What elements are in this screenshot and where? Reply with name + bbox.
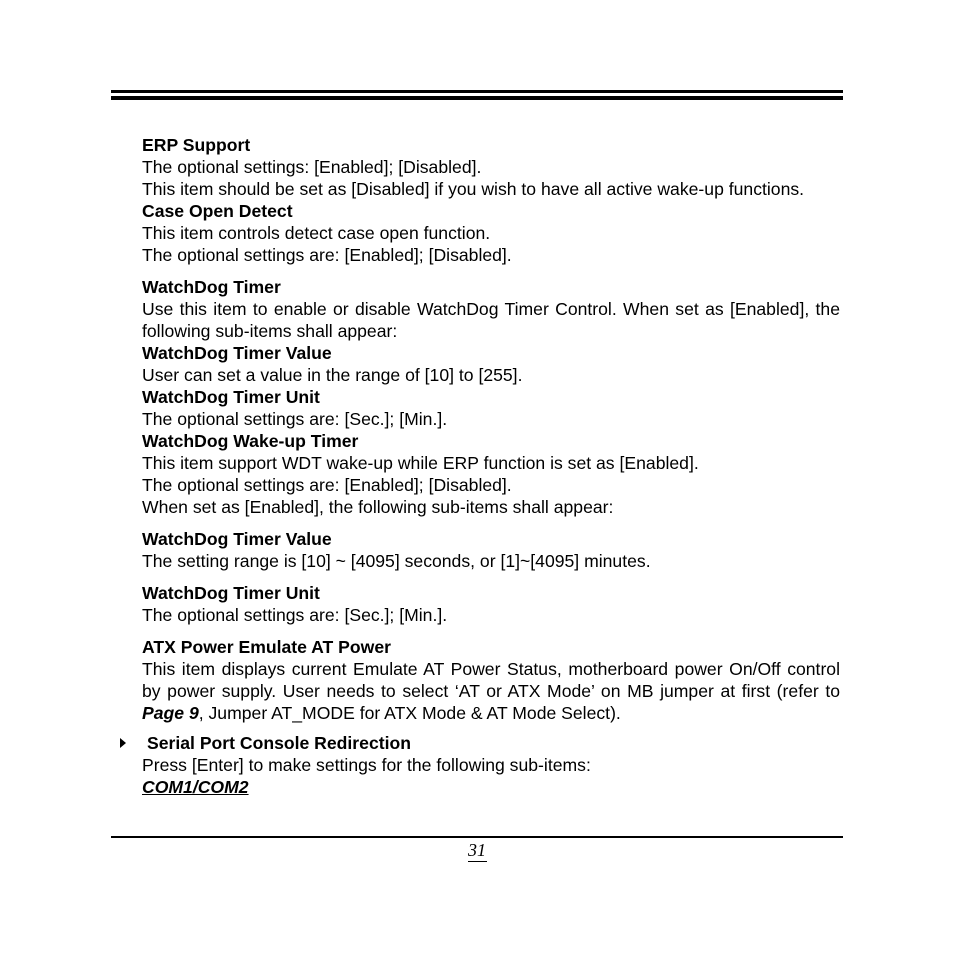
wakeup-timer-settings: The optional settings are: [Enabled]; [Disabled]. — [142, 475, 512, 495]
watchdog-unit-desc: The optional settings are: [Sec.]; [Min.]. — [142, 409, 448, 429]
wakeup-timer-desc: This item support WDT wake-up while ERP function is set as [Enabled]. — [142, 453, 699, 473]
erp-support-desc: This item should be set as [Disabled] if you wish to have all active wake-up functions. — [142, 179, 805, 199]
header-rule-top — [111, 90, 843, 93]
serial-console-desc: Press [Enter] to make settings for the following sub-items: — [142, 755, 591, 775]
page-number-underline — [468, 861, 487, 862]
serial-console-title: Serial Port Console Redirection — [147, 733, 411, 753]
page-reference: Page 9 — [142, 703, 199, 723]
atx-power-title: ATX Power Emulate AT Power — [142, 637, 391, 657]
case-open-settings: The optional settings are: [Enabled]; [Disabled]. — [142, 245, 512, 265]
wakeup-timer-note: When set as [Enabled], the following sub-items shall appear: — [142, 497, 614, 517]
page-number: 31 — [468, 840, 486, 860]
com-ports-label: COM1/COM2 — [142, 777, 249, 797]
header-rule-bottom — [111, 96, 843, 100]
wakeup-value-title: WatchDog Timer Value — [142, 529, 332, 549]
atx-power-desc — [142, 658, 840, 724]
erp-support-title: ERP Support — [142, 135, 251, 155]
case-open-title: Case Open Detect — [142, 201, 293, 221]
wakeup-timer-title: WatchDog Wake-up Timer — [142, 431, 359, 451]
watchdog-unit-title: WatchDog Timer Unit — [142, 387, 320, 407]
wakeup-unit-desc: The optional settings are: [Sec.]; [Min.]. — [142, 605, 448, 625]
watchdog-timer-title: WatchDog Timer — [142, 277, 281, 297]
watchdog-value-desc: User can set a value in the range of [10] to [255]. — [142, 365, 523, 385]
page-content — [142, 134, 840, 798]
wakeup-value-desc: The setting range is [10] ~ [4095] seconds, or [1]~[4095] minutes. — [142, 551, 651, 571]
atx-desc-part-b: , Jumper AT_MODE for ATX Mode & AT Mode Select). — [198, 703, 621, 723]
watchdog-value-title: WatchDog Timer Value — [142, 343, 332, 363]
serial-console-heading — [142, 732, 840, 754]
triangle-right-icon — [120, 738, 126, 748]
wakeup-unit-title: WatchDog Timer Unit — [142, 583, 320, 603]
case-open-desc: This item controls detect case open function. — [142, 223, 491, 243]
atx-desc-part-a: This item displays current Emulate AT Power Status, motherboard power On/Off control by power supply. User needs to select ‘AT or ATX Mode’ on MB jumper at first (refer to — [142, 659, 840, 701]
watchdog-timer-desc: Use this item to enable or disable WatchDog Timer Control. When set as [Enabled], the following sub-items shall appear: — [142, 299, 840, 341]
erp-support-settings: The optional settings: [Enabled]; [Disabled]. — [142, 157, 482, 177]
